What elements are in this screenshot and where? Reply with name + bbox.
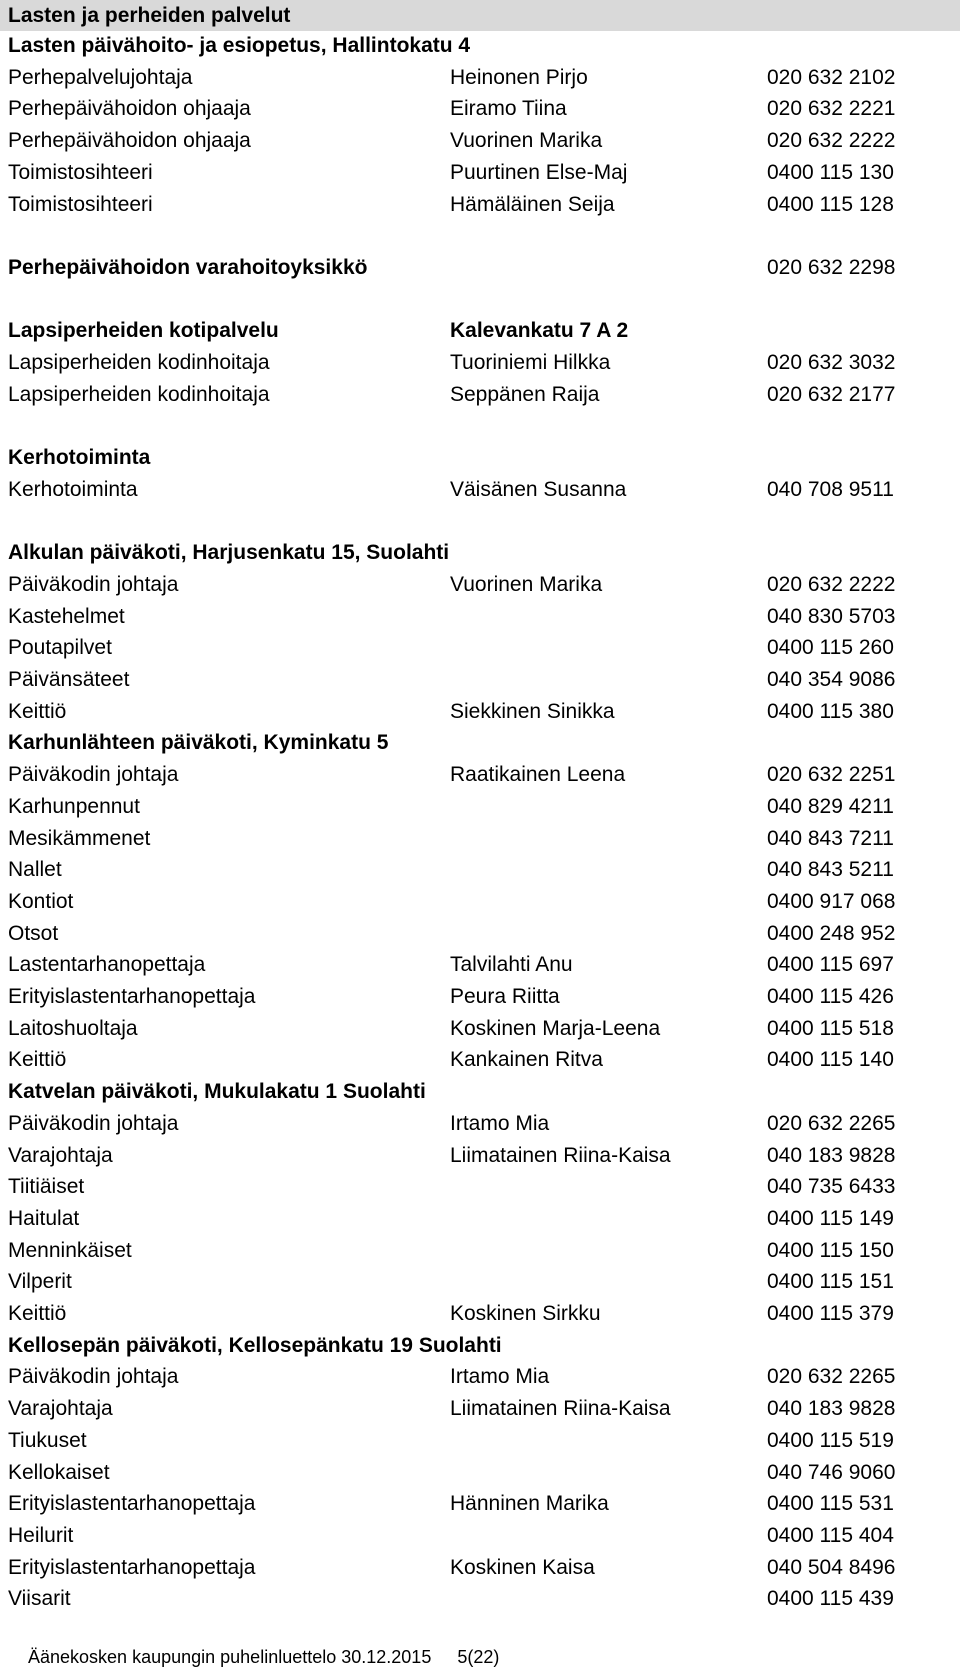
directory-row xyxy=(0,919,960,949)
entry-title: Kellokaiset xyxy=(8,1460,110,1484)
entry-phone: 040 843 7211 xyxy=(767,826,894,850)
directory-row xyxy=(0,824,960,854)
entry-title: Kerhotoiminta xyxy=(8,446,151,470)
entry-name: Siekkinen Sinikka xyxy=(450,699,615,723)
entry-phone: 020 632 2265 xyxy=(767,1365,896,1389)
directory-row xyxy=(0,1426,960,1456)
section-heading-row xyxy=(0,1077,960,1107)
entry-name: Eiramo Tiina xyxy=(450,97,567,121)
entry-name: Irtamo Mia xyxy=(450,1365,550,1389)
entry-name: Väisänen Susanna xyxy=(450,477,627,501)
entry-phone: 040 354 9086 xyxy=(767,668,896,691)
entry-title: Varajohtaja xyxy=(8,1397,113,1421)
entry-phone: 040 183 9828 xyxy=(767,1143,896,1167)
entry-phone: 0400 115 531 xyxy=(767,1492,894,1516)
entry-title: Päiväkodin johtaja xyxy=(8,763,179,787)
entry-title: Mesikämmenet xyxy=(8,826,151,850)
entry-name: Koskinen Sirkku xyxy=(450,1302,601,1325)
directory-row xyxy=(0,982,960,1012)
entry-name: Vuorinen Marika xyxy=(450,572,603,596)
entry-title: Perhepalvelujohtaja xyxy=(8,65,193,89)
section-heading-row xyxy=(0,1331,960,1361)
directory-row xyxy=(0,190,960,220)
entry-phone: 0400 115 697 xyxy=(767,953,894,977)
entry-title: Kastehelmet xyxy=(8,604,125,628)
entry-title: Menninkäiset xyxy=(8,1238,132,1262)
directory-row xyxy=(0,1458,960,1488)
entry-phone: 020 632 2222 xyxy=(767,572,896,596)
directory-row xyxy=(0,475,960,505)
section-heading-row xyxy=(0,728,960,758)
entry-name: Heinonen Pirjo xyxy=(450,65,588,89)
entry-name: Tuoriniemi Hilkka xyxy=(450,351,611,374)
entry-title: Toimistosihteeri xyxy=(8,160,153,184)
entry-title: Karhunlähteen päiväkoti, Kyminkatu 5 xyxy=(8,731,389,755)
directory-row xyxy=(0,570,960,600)
entry-title: Erityislastentarhanopettaja xyxy=(8,1555,256,1579)
entry-name: Raatikainen Leena xyxy=(450,763,626,787)
spacer-row xyxy=(0,221,960,251)
entry-phone: 020 632 2102 xyxy=(767,65,896,89)
directory-row xyxy=(0,1236,960,1266)
directory-row xyxy=(0,665,960,695)
directory-row xyxy=(0,633,960,663)
entry-title: Perhepäivähoidon ohjaaja xyxy=(8,97,251,121)
page-title: Lasten ja perheiden palvelut xyxy=(8,4,291,27)
entry-name: Liimatainen Riina-Kaisa xyxy=(450,1397,671,1421)
entry-phone: 0400 115 426 xyxy=(767,985,894,1008)
directory-row xyxy=(0,126,960,156)
entry-title: Lapsiperheiden kodinhoitaja xyxy=(8,351,270,374)
directory-row xyxy=(0,1267,960,1297)
entry-title: Päivänsäteet xyxy=(8,668,130,691)
entry-title: Lapsiperheiden kotipalvelu xyxy=(8,319,279,343)
entry-phone: 020 632 2222 xyxy=(767,129,896,153)
page-number: 5(22) xyxy=(457,1647,500,1667)
directory-row xyxy=(0,1489,960,1519)
entry-title: Karhunpennut xyxy=(8,794,140,818)
entry-phone: 0400 115 404 xyxy=(767,1523,894,1547)
page-footer xyxy=(28,1646,499,1668)
directory-row xyxy=(0,1045,960,1075)
spacer-row xyxy=(0,411,960,441)
entry-title: Erityislastentarhanopettaja xyxy=(8,985,256,1008)
entry-title: Poutapilvet xyxy=(8,636,112,660)
entry-name: Koskinen Kaisa xyxy=(450,1555,595,1579)
entry-title: Kellosepän päiväkoti, Kellosepänkatu 19 Suolahti xyxy=(8,1333,502,1357)
directory-row xyxy=(0,1394,960,1424)
entry-name: Peura Riitta xyxy=(450,985,560,1008)
entry-title: Tiukuset xyxy=(8,1428,87,1452)
entry-title: Nallet xyxy=(8,858,62,882)
entry-title: Lapsiperheiden kodinhoitaja xyxy=(8,382,270,406)
directory-row xyxy=(0,1362,960,1392)
entry-name: Seppänen Raija xyxy=(450,382,600,406)
directory-row xyxy=(0,1553,960,1583)
directory-row xyxy=(0,348,960,378)
entry-phone: 020 632 2298 xyxy=(767,255,896,279)
entry-phone: 0400 115 128 xyxy=(767,192,894,216)
directory-row xyxy=(0,697,960,727)
entry-title: Lasten päivähoito- ja esiopetus, Hallintokatu 4 xyxy=(8,34,471,57)
entry-name: Hänninen Marika xyxy=(450,1492,609,1516)
entry-title: Tiitiäiset xyxy=(8,1175,85,1199)
entry-title: Kerhotoiminta xyxy=(8,477,138,501)
entry-name: Vuorinen Marika xyxy=(450,129,603,153)
entry-phone: 0400 115 260 xyxy=(767,636,894,660)
directory-row xyxy=(0,602,960,632)
entry-phone: 0400 115 518 xyxy=(767,1016,894,1040)
entry-phone: 040 708 9511 xyxy=(767,477,894,501)
entry-phone: 0400 115 439 xyxy=(767,1587,894,1611)
directory-row xyxy=(0,887,960,917)
entry-title: Lastentarhanopettaja xyxy=(8,953,206,977)
entry-title: Katvelan päiväkoti, Mukulakatu 1 Suolahti xyxy=(8,1080,426,1104)
entry-name: Hämäläinen Seija xyxy=(450,192,615,216)
entry-phone: 040 735 6433 xyxy=(767,1175,896,1199)
section-heading-row xyxy=(0,538,960,568)
entry-title: Erityislastentarhanopettaja xyxy=(8,1492,256,1516)
entry-phone: 040 829 4211 xyxy=(767,794,894,818)
spacer-row xyxy=(0,285,960,315)
entry-phone: 020 632 2221 xyxy=(767,97,896,121)
directory-row xyxy=(0,1584,960,1614)
directory-row xyxy=(0,792,960,822)
entry-name: Koskinen Marja-Leena xyxy=(450,1016,661,1040)
directory-row xyxy=(0,380,960,410)
section-heading-row xyxy=(0,316,960,346)
entry-phone: 0400 115 140 xyxy=(767,1048,894,1072)
entry-title: Otsot xyxy=(8,921,59,945)
entry-title: Päiväkodin johtaja xyxy=(8,1111,179,1135)
directory-row xyxy=(0,855,960,885)
entry-phone: 020 632 2251 xyxy=(767,763,896,787)
entry-phone: 040 183 9828 xyxy=(767,1397,896,1421)
entry-name: Kalevankatu 7 A 2 xyxy=(450,319,629,343)
entry-name: Puurtinen Else-Maj xyxy=(450,160,628,184)
directory-row xyxy=(0,1172,960,1202)
entry-title: Perhepäivähoidon varahoitoyksikkö xyxy=(8,255,368,279)
entry-phone: 0400 115 150 xyxy=(767,1238,894,1262)
entry-phone: 040 830 5703 xyxy=(767,604,896,628)
entry-title: Heilurit xyxy=(8,1523,74,1547)
entry-phone: 0400 115 130 xyxy=(767,160,894,184)
directory-row xyxy=(0,158,960,188)
entry-title: Keittiö xyxy=(8,699,67,723)
entry-phone: 0400 115 379 xyxy=(767,1302,894,1325)
directory-row xyxy=(0,1299,960,1329)
entry-phone: 040 746 9060 xyxy=(767,1460,896,1484)
entry-phone: 0400 917 068 xyxy=(767,889,896,913)
entry-title: Haitulat xyxy=(8,1206,80,1230)
entry-phone: 020 632 2265 xyxy=(767,1111,896,1135)
entry-name: Kankainen Ritva xyxy=(450,1048,603,1072)
entry-phone: 020 632 2177 xyxy=(767,382,896,406)
entry-title: Päiväkodin johtaja xyxy=(8,572,179,596)
entry-name: Irtamo Mia xyxy=(450,1111,550,1135)
entry-phone: 0400 115 149 xyxy=(767,1206,894,1230)
directory-row xyxy=(0,1204,960,1234)
entry-title: Keittiö xyxy=(8,1048,67,1072)
section-heading-row xyxy=(0,443,960,473)
section-title-bar xyxy=(0,0,960,31)
entry-name: Liimatainen Riina-Kaisa xyxy=(450,1143,671,1167)
entry-title: Toimistosihteeri xyxy=(8,192,153,216)
entry-phone: 020 632 3032 xyxy=(767,351,896,374)
entry-title: Päiväkodin johtaja xyxy=(8,1365,179,1389)
directory-row xyxy=(0,1014,960,1044)
entry-title: Kontiot xyxy=(8,889,74,913)
entry-phone: 040 843 5211 xyxy=(767,858,894,882)
entry-title: Laitoshuoltaja xyxy=(8,1016,138,1040)
entry-title: Viisarit xyxy=(8,1587,71,1611)
footer-text: Äänekosken kaupungin puhelinluettelo 30.12.2015 xyxy=(28,1647,432,1667)
entry-phone: 040 504 8496 xyxy=(767,1555,896,1579)
entry-phone: 0400 248 952 xyxy=(767,921,896,945)
directory-row xyxy=(0,1521,960,1551)
section-heading-row xyxy=(0,31,960,61)
entry-phone: 0400 115 380 xyxy=(767,699,894,723)
entry-title: Varajohtaja xyxy=(8,1143,113,1167)
section-heading-row xyxy=(0,253,960,283)
directory-row xyxy=(0,94,960,124)
directory-row xyxy=(0,950,960,980)
directory-row xyxy=(0,63,960,93)
entry-title: Alkulan päiväkoti, Harjusenkatu 15, Suolahti xyxy=(8,541,450,565)
entry-phone: 0400 115 151 xyxy=(767,1270,894,1294)
entry-title: Perhepäivähoidon ohjaaja xyxy=(8,129,251,153)
entry-name: Talvilahti Anu xyxy=(450,953,573,977)
directory-row xyxy=(0,760,960,790)
entry-title: Keittiö xyxy=(8,1302,67,1325)
entry-title: Vilperit xyxy=(8,1270,72,1294)
directory-row xyxy=(0,1109,960,1139)
entry-phone: 0400 115 519 xyxy=(767,1428,894,1452)
spacer-row xyxy=(0,507,960,537)
directory-row xyxy=(0,1141,960,1171)
